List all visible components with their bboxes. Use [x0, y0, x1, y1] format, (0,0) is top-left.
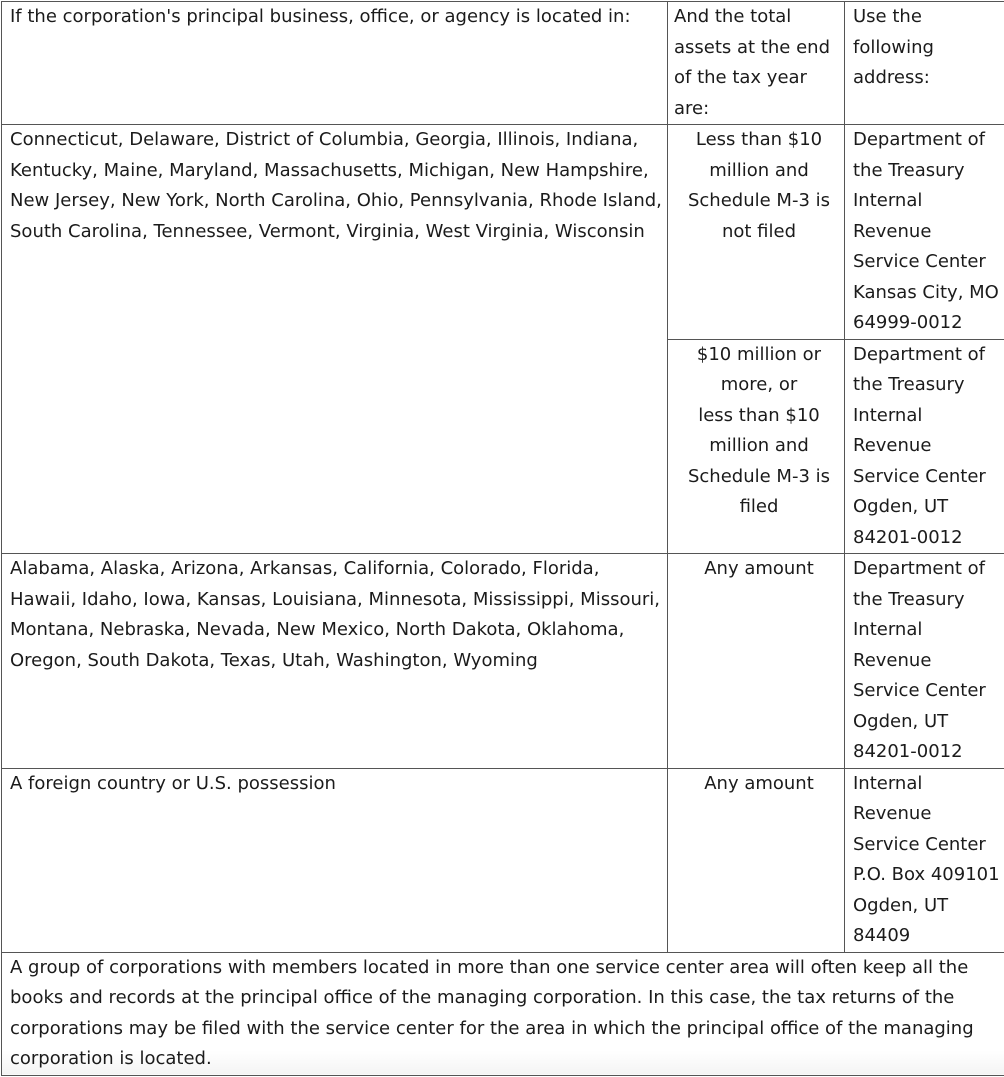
address-line: Revenue [853, 431, 1004, 462]
address-line: 84409 [853, 921, 1004, 952]
assets-line: more, or [676, 370, 842, 401]
assets-cell [668, 768, 845, 952]
assets-line: not filed [676, 217, 842, 248]
address-line: Revenue [853, 646, 1004, 677]
address-line: 64999-0012 [853, 308, 1004, 339]
address-line: Service Center [853, 247, 1004, 278]
header-assets-line: are: [674, 94, 840, 125]
location-line: Hawaii, Idaho, Iowa, Kansas, Louisiana, Minnesota, Mississippi, Missouri, [10, 585, 665, 616]
location-line: Oregon, South Dakota, Texas, Utah, Washington, Wyoming [10, 646, 665, 677]
assets-line: Less than $10 [676, 125, 842, 156]
address-line: Ogden, UT [853, 707, 1004, 738]
address-line: the Treasury [853, 370, 1004, 401]
location-line: Kentucky, Maine, Maryland, Massachusetts, Michigan, New Hampshire, [10, 156, 665, 187]
location-cell-eastern-states [2, 125, 668, 554]
address-cell [845, 554, 1004, 769]
location-line: South Carolina, Tennessee, Vermont, Virginia, West Virginia, Wisconsin [10, 217, 665, 248]
header-address-line: address: [853, 63, 1004, 94]
assets-line: $10 million or [676, 340, 842, 371]
assets-cell [668, 339, 845, 554]
address-line: the Treasury [853, 585, 1004, 616]
address-line: Revenue [853, 217, 1004, 248]
header-location [2, 2, 668, 125]
address-line: P.O. Box 409101 [853, 860, 1004, 891]
assets-line: million and [676, 156, 842, 187]
address-line: Kansas City, MO [853, 278, 1004, 309]
location-cell-foreign [2, 768, 668, 952]
table-footnote-row [2, 952, 1004, 1075]
table-row [2, 125, 1004, 340]
address-line: Service Center [853, 462, 1004, 493]
address-line: Ogden, UT [853, 891, 1004, 922]
assets-cell [668, 125, 845, 340]
address-line: Revenue [853, 799, 1004, 830]
table-row [2, 554, 1004, 769]
header-address [845, 2, 1004, 125]
header-assets-line: assets at the end [674, 33, 840, 64]
table-row [2, 768, 1004, 952]
header-address-line: following [853, 33, 1004, 64]
location-line: Alabama, Alaska, Arizona, Arkansas, California, Colorado, Florida, [10, 554, 665, 585]
address-line: Service Center [853, 830, 1004, 861]
location-line: Montana, Nebraska, Nevada, New Mexico, North Dakota, Oklahoma, [10, 615, 665, 646]
address-line: 84201-0012 [853, 737, 1004, 768]
footnote-text: A group of corporations with members located in more than one service center area will often keep all the books and records at the principal office of the managing corporation. In this case, the tax returns of the corporations may be filed with the service center for the area in which the principal office of the managing corporation is located. [10, 957, 974, 1070]
address-line: Department of [853, 340, 1004, 371]
location-line: A foreign country or U.S. possession [10, 769, 665, 800]
address-line: Department of [853, 125, 1004, 156]
table-header-row [2, 2, 1004, 125]
assets-line: less than $10 [676, 401, 842, 432]
header-address-line: Use the [853, 2, 1004, 33]
filing-address-table [1, 1, 1004, 1076]
address-line: Internal [853, 615, 1004, 646]
address-line: Internal [853, 401, 1004, 432]
header-location-text: If the corporation's principal business, office, or agency is located in: [10, 6, 631, 27]
address-cell [845, 339, 1004, 554]
header-assets-line: And the total [674, 2, 840, 33]
location-line: New Jersey, New York, North Carolina, Ohio, Pennsylvania, Rhode Island, [10, 186, 665, 217]
address-line: 84201-0012 [853, 523, 1004, 554]
address-line: Internal [853, 186, 1004, 217]
assets-cell [668, 554, 845, 769]
location-line: Connecticut, Delaware, District of Columbia, Georgia, Illinois, Indiana, [10, 125, 665, 156]
address-line: Ogden, UT [853, 492, 1004, 523]
header-total-assets [668, 2, 845, 125]
assets-line: filed [676, 492, 842, 523]
assets-line: Schedule M-3 is [676, 462, 842, 493]
header-assets-line: of the tax year [674, 63, 840, 94]
assets-line: Schedule M-3 is [676, 186, 842, 217]
address-line: the Treasury [853, 156, 1004, 187]
location-cell-western-states [2, 554, 668, 769]
address-cell [845, 768, 1004, 952]
footnote-cell [2, 952, 1004, 1075]
assets-line: million and [676, 431, 842, 462]
assets-line: Any amount [676, 554, 842, 585]
address-line: Department of [853, 554, 1004, 585]
address-cell [845, 125, 1004, 340]
assets-line: Any amount [676, 769, 842, 800]
address-line: Internal [853, 769, 1004, 800]
address-line: Service Center [853, 676, 1004, 707]
